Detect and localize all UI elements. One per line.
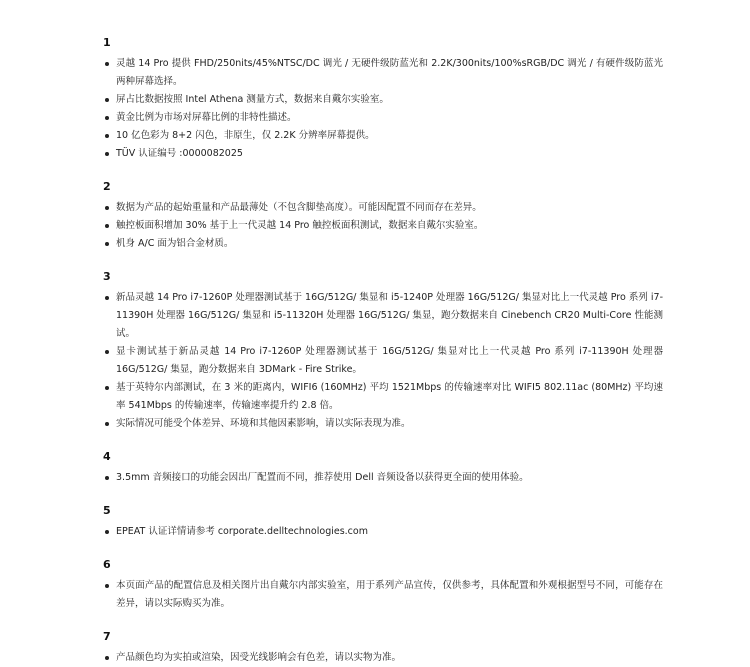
footnote-item: 实际情况可能受个体差异、环境和其他因素影响，请以实际表现为准。 [103, 415, 663, 433]
footnote-item: 触控板面积增加 30% 基于上一代灵越 14 Pro 触控板面积测试，数据来自戴尔实验室。 [103, 217, 663, 235]
footnote-item: 10 亿色彩为 8+2 闪色，非原生，仅 2.2K 分辨率屏幕提供。 [103, 127, 663, 145]
footnote-list [103, 649, 663, 667]
footnote-section [103, 270, 663, 433]
footnote-number: 7 [103, 630, 111, 643]
footnote-item: 显卡测试基于新品灵越 14 Pro i7-1260P 处理器测试基于 16G/512G/ 集显对比上一代灵越 Pro 系列 i7-11390H 处理器 16G/512G/ 集显，跑分数据来自 3DMark - Fire Strike。 [103, 343, 663, 379]
footnote-list [103, 289, 663, 433]
footnote-number: 5 [103, 504, 111, 517]
footnote-number: 1 [103, 36, 111, 49]
footnote-item: 产品颜色均为实拍或渲染，因受光线影响会有色差，请以实物为准。 [103, 649, 663, 667]
footnote-section [103, 630, 663, 667]
footnote-section [103, 450, 663, 487]
footnote-item: 本页面产品的配置信息及相关图片出自戴尔内部实验室，用于系列产品宣传，仅供参考，具体配置和外观根据型号不同，可能存在差异，请以实际购买为准。 [103, 577, 663, 613]
footnote-item: 机身 A/C 面为铝合金材质。 [103, 235, 663, 253]
footnote-item: EPEAT 认证详情请参考 corporate.delltechnologies.com [103, 523, 663, 541]
footnote-section [103, 504, 663, 541]
footnote-item: 数据为产品的起始重量和产品最薄处（不包含脚垫高度）。可能因配置不同而存在差异。 [103, 199, 663, 217]
footnote-item: TÜV 认证编号 :0000082025 [103, 145, 663, 163]
footnote-list [103, 577, 663, 613]
footnote-list [103, 55, 663, 163]
footnote-number: 3 [103, 270, 111, 283]
footnote-list [103, 199, 663, 253]
footnote-item: 基于英特尔内部测试，在 3 米的距离内，WIFI6 (160MHz) 平均 1521Mbps 的传输速率对比 WIFI5 802.11ac (80MHz) 平均速率 541Mbps 的传输速率，传输速率提升约 2.8 倍。 [103, 379, 663, 415]
footnote-section [103, 558, 663, 613]
footnote-item: 灵越 14 Pro 提供 FHD/250nits/45%NTSC/DC 调光 / 无硬件级防蓝光和 2.2K/300nits/100%sRGB/DC 调光 / 有硬件级防蓝光两种屏幕选择。 [103, 55, 663, 91]
footnote-list [103, 469, 663, 487]
footnote-section [103, 36, 663, 163]
footnote-number: 4 [103, 450, 111, 463]
footnote-item: 黄金比例为市场对屏幕比例的非特性描述。 [103, 109, 663, 127]
footnote-item: 屏占比数据按照 Intel Athena 测量方式，数据来自戴尔实验室。 [103, 91, 663, 109]
footnote-list [103, 523, 663, 541]
footnote-section [103, 180, 663, 253]
footnote-item: 新品灵越 14 Pro i7-1260P 处理器测试基于 16G/512G/ 集显和 i5-1240P 处理器 16G/512G/ 集显对比上一代灵越 Pro 系列 i7-11390H 处理器 16G/512G/ 集显和 i5-11320H 处理器 16G/512G/ 集显，跑分数据来自 Cinebench CR20 Multi-Core 性能测试。 [103, 289, 663, 343]
footnote-number: 2 [103, 180, 111, 193]
footnote-number: 6 [103, 558, 111, 571]
footnote-item: 3.5mm 音频接口的功能会因出厂配置而不同，推荐使用 Dell 音频设备以获得更全面的使用体验。 [103, 469, 663, 487]
